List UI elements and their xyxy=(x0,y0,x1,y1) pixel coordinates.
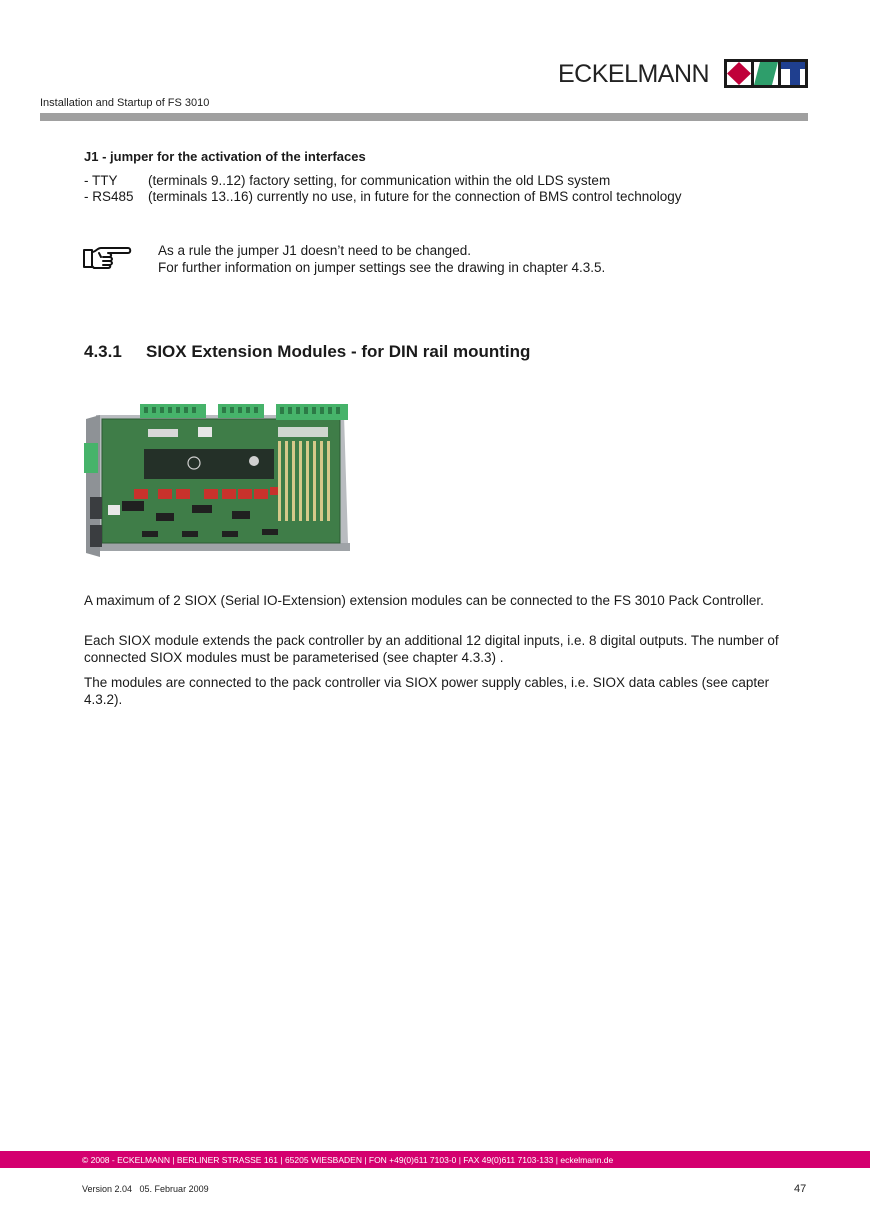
note-line: For further information on jumper settings see the drawing in chapter 4.3.5. xyxy=(158,260,606,275)
pointing-hand-icon xyxy=(82,245,132,271)
section-title: SIOX Extension Modules - for DIN rail mounting xyxy=(146,342,531,361)
logo-mark-icon xyxy=(724,59,808,88)
header-title: Installation and Startup of FS 3010 xyxy=(40,97,210,109)
j1-heading: J1 - jumper for the activation of the interfaces xyxy=(84,149,366,164)
header-divider xyxy=(40,113,808,121)
footer-text: © 2008 - ECKELMANN | BERLINER STRASSE 161 | 65205 WIESBADEN | FON +49(0)611 7103-0 | FAX 49(0)611 7103-133 | eckelmann.de xyxy=(82,1155,614,1165)
j1-row-value: (terminals 13..16) currently no use, in future for the connection of BMS control technology xyxy=(148,189,682,204)
j1-row-value: (terminals 9..12) factory setting, for communication within the old LDS system xyxy=(148,173,611,188)
j1-row-key: - RS485 xyxy=(84,189,134,204)
paragraph: Each SIOX module extends the pack controller by an additional 12 digital inputs, i.e. 8 digital outputs. The number of connected SIOX modules must be parameterised (see chapter 4.3.3) . xyxy=(84,633,779,665)
note-line: As a rule the jumper J1 doesn’t need to be changed. xyxy=(158,243,471,258)
paragraph: The modules are connected to the pack controller via SIOX power supply cables, i.e. SIOX data cables (see capter 4.3.2). xyxy=(84,675,770,707)
section-heading xyxy=(84,342,684,364)
section-number: 4.3.1 xyxy=(84,342,122,361)
logo-text: ECKELMANN xyxy=(558,60,710,88)
j1-row-key: - TTY xyxy=(84,173,118,188)
j1-row-rs485 xyxy=(84,189,784,207)
siox-module-photo xyxy=(82,401,354,559)
page-number: 47 xyxy=(794,1183,807,1195)
paragraph: A maximum of 2 SIOX (Serial IO-Extension) extension modules can be connected to the FS 3010 Pack Controller. xyxy=(84,593,764,608)
eckelmann-logo xyxy=(558,58,808,88)
version-info: Version 2.04 05. Februar 2009 xyxy=(82,1184,209,1194)
